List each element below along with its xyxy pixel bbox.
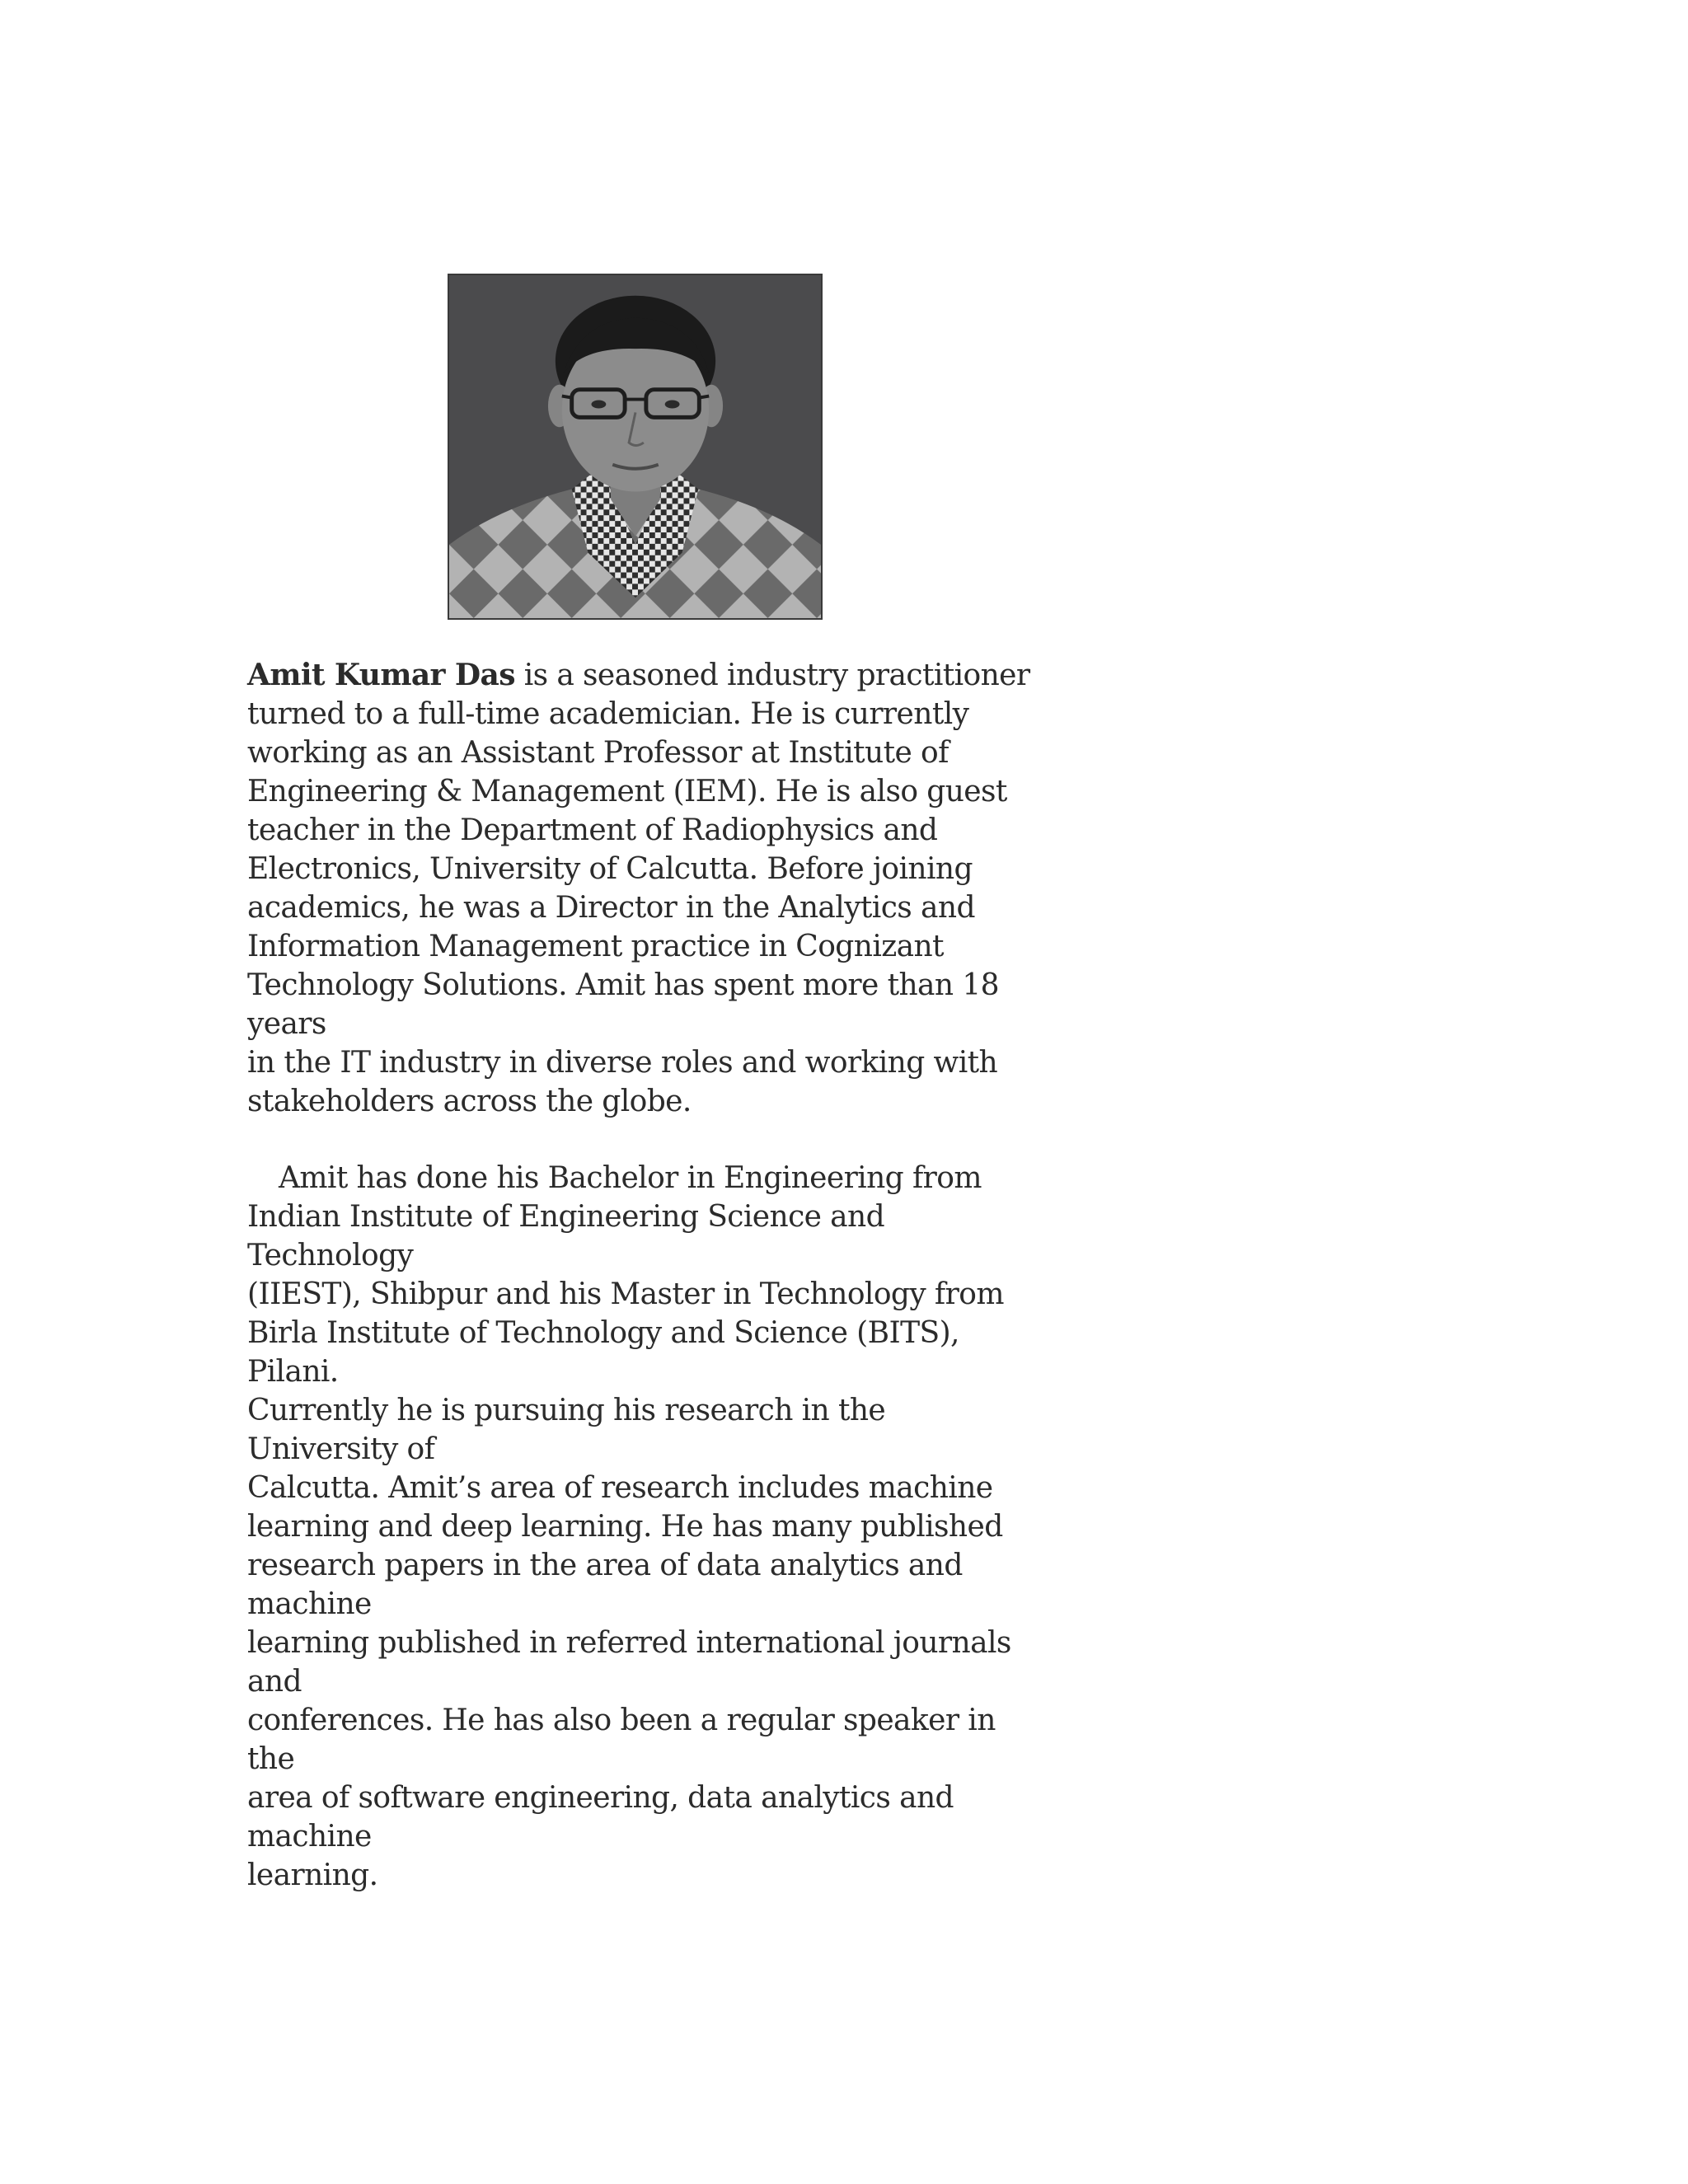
bio-line: Currently he is pursuing his research in the University of	[247, 1394, 886, 1466]
bio-line: Technology Solutions. Amit has spent more than 18 years	[247, 968, 999, 1041]
portrait-photo-icon	[449, 275, 821, 618]
bio-line: conferences. He has also been a regular speaker in the	[247, 1704, 996, 1776]
bio-line: Electronics, University of Calcutta. Before joining	[247, 852, 973, 886]
bio-line: Information Management practice in Cognizant	[247, 930, 944, 963]
bio-line: is a seasoned industry practitioner	[514, 658, 1030, 692]
bio-line: in the IT industry in diverse roles and working with	[247, 1046, 998, 1080]
bio-line: turned to a full-time academician. He is currently	[247, 697, 969, 731]
bio-line: stakeholders across the globe.	[247, 1085, 692, 1118]
bio-paragraph-2	[247, 1159, 1039, 1895]
bio-line: learning published in referred international journals and	[247, 1626, 1011, 1699]
bio-line: learning.	[247, 1858, 378, 1892]
bio-paragraph-1	[247, 656, 1039, 1121]
bio-line: area of software engineering, data analytics and machine	[247, 1781, 954, 1854]
bio-line: Calcutta. Amit’s area of research includes machine	[247, 1471, 993, 1505]
bio-line: Amit has done his Bachelor in Engineering from	[279, 1161, 982, 1195]
author-bio	[247, 656, 1039, 1895]
author-name: Amit Kumar Das	[247, 658, 515, 692]
bio-line: academics, he was a Director in the Analytics and	[247, 891, 975, 925]
bio-line: learning and deep learning. He has many published	[247, 1510, 1003, 1544]
bio-line: research papers in the area of data analytics and machine	[247, 1549, 963, 1621]
bio-line: teacher in the Department of Radiophysics and	[247, 813, 938, 847]
bio-line: working as an Assistant Professor at Institute of	[247, 736, 949, 770]
bio-line: Birla Institute of Technology and Science (BITS), Pilani.	[247, 1316, 959, 1389]
bio-line: (IIEST), Shibpur and his Master in Technology from	[247, 1277, 1004, 1311]
bio-line: Engineering & Management (IEM). He is also guest	[247, 775, 1007, 808]
bio-line: Indian Institute of Engineering Science and Technology	[247, 1200, 885, 1272]
author-photo	[448, 274, 823, 620]
